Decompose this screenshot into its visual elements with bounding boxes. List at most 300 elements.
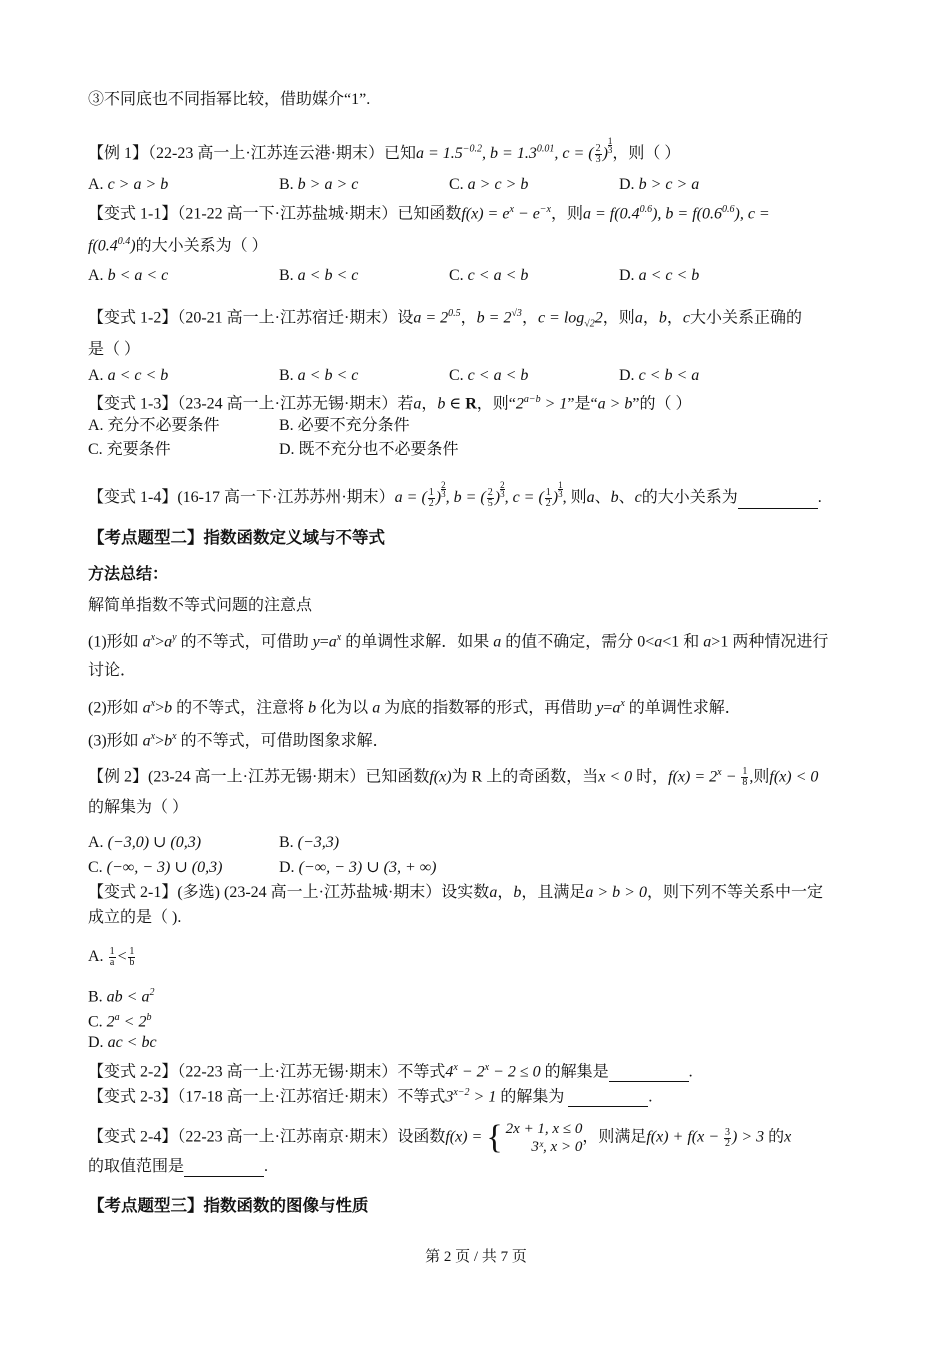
numerator: 2	[500, 480, 505, 490]
text: B. 必要不充分条件	[279, 417, 410, 434]
text: 【变式 1-3】（23-24 高一上·江苏无锡·期末）若	[88, 395, 414, 413]
text-line	[88, 90, 370, 110]
fraction	[741, 767, 748, 788]
text: ，则（ ）	[612, 145, 681, 162]
math-text: (−3,0) ∪ (0,3)	[107, 834, 202, 851]
math-text: 2	[594, 309, 603, 327]
math-text: a	[142, 732, 151, 750]
superscript: 2	[149, 987, 155, 998]
text: ”的（ ）	[632, 395, 692, 413]
answer-option	[88, 858, 222, 878]
page-footer	[0, 1247, 952, 1267]
text: 【考点题型三】指数函数的图像与性质	[88, 1197, 369, 1215]
superscript: √3	[511, 308, 522, 319]
math-text: (−3,3)	[297, 834, 340, 851]
math-text: a > c > b	[467, 176, 529, 193]
text: 的不等式，可借助图象求解．	[176, 732, 389, 750]
math-text: b	[610, 489, 619, 506]
math-text: c = log	[537, 309, 585, 327]
answer-option	[88, 266, 168, 286]
answer-blank	[568, 1090, 648, 1107]
numerator: 1	[129, 946, 135, 957]
text: (1)形如	[88, 633, 143, 651]
math-text: a	[654, 633, 663, 651]
math-text: f(0.4	[88, 237, 118, 255]
math-text: − e	[513, 205, 540, 223]
numerator: 2	[487, 486, 493, 498]
text: 【例 2】(23-24 高一上·江苏无锡·期末）已知函数	[88, 768, 430, 786]
math-text: )	[130, 237, 136, 255]
text: 【变式 1-2】（20-21 高一上·江苏宿迁·期末）设	[88, 309, 414, 327]
text: >1 两种情况进行	[711, 633, 829, 651]
text: =	[603, 699, 613, 717]
text: 的单调性求解．	[624, 699, 741, 717]
denominator: a	[109, 957, 115, 968]
text: ，则“	[476, 395, 516, 413]
text: <1 和	[662, 633, 704, 651]
math-text: (−∞, − 3) ∪ (0,3)	[106, 859, 223, 876]
text: 方法总结：	[88, 566, 169, 583]
math-text: a < c < b	[638, 267, 700, 284]
text: 为 R 上的奇函数，当	[451, 768, 599, 786]
math-text: y	[312, 633, 320, 651]
superscript: −0.2	[462, 143, 483, 155]
math-text: f(x) =	[445, 1128, 487, 1146]
denominator: 2	[545, 497, 551, 509]
text: C.	[449, 267, 468, 284]
text: .	[688, 1063, 693, 1081]
math-text: x	[784, 1128, 792, 1146]
text: 是（ ）	[88, 341, 141, 358]
text: B.	[279, 367, 298, 384]
answer-option	[619, 175, 699, 195]
text: 、	[618, 489, 635, 506]
math-text: f(x) = e	[461, 205, 510, 223]
text: ，则下列不等关系中一定	[646, 884, 823, 901]
superscript: x	[150, 731, 156, 742]
text: 的单调性求解．如果	[341, 633, 494, 651]
math-text: b > c > a	[638, 176, 700, 193]
math-text: a	[489, 884, 498, 901]
math-text: , b = 1.3	[482, 145, 537, 162]
denominator: 2	[428, 497, 434, 509]
text: ”是“	[567, 395, 598, 413]
text: B.	[88, 988, 107, 1006]
math-text: )	[602, 145, 608, 162]
text-line	[88, 883, 823, 903]
options-row	[88, 175, 888, 195]
text: 的解集是	[540, 1063, 609, 1081]
text: B.	[279, 176, 298, 193]
options-row	[88, 416, 888, 436]
superscript: 0.01	[536, 143, 555, 155]
text: .	[817, 489, 822, 506]
text: ，	[460, 309, 477, 327]
text-line	[88, 908, 181, 928]
text: C.	[449, 176, 468, 193]
options-row	[88, 858, 888, 878]
options-row	[88, 833, 888, 853]
math-text: −	[721, 768, 741, 786]
fraction	[109, 947, 116, 968]
math-text: b	[164, 732, 173, 750]
text: 的值不确定，需分 0<	[501, 633, 655, 651]
math-text: b ∈	[437, 395, 466, 413]
math-text: c < a < b	[467, 367, 529, 384]
math-text: c < a < b	[467, 267, 529, 284]
text-line	[88, 481, 822, 509]
math-text: c	[634, 489, 642, 506]
text-line	[88, 200, 770, 224]
text: D.	[88, 1034, 108, 1051]
superscript: x	[484, 1062, 490, 1073]
text-line	[88, 1033, 157, 1053]
answer-option	[449, 366, 528, 386]
math-text: , b = (	[445, 489, 486, 506]
answer-option	[279, 858, 436, 878]
section-heading	[88, 528, 385, 548]
denominator: 8	[742, 777, 748, 789]
superscript: x	[453, 1062, 458, 1073]
fraction	[487, 488, 494, 509]
text: D.	[619, 176, 639, 193]
superscript: 0.5	[448, 308, 461, 319]
superscript: 0.4	[117, 236, 131, 247]
math-text: ), c =	[734, 205, 770, 223]
text: 成立的是（ ).	[88, 909, 182, 926]
math-text: a = f(0.4	[583, 205, 640, 223]
text: 的解集为	[496, 1088, 569, 1106]
text: C.	[449, 367, 468, 384]
math-text: a < b < c	[297, 367, 359, 384]
math-text: b	[164, 699, 173, 717]
math-text: a	[142, 633, 151, 651]
text: 【变式 2-4】（22-23 高一上·江苏南京·期末）设函数	[88, 1128, 446, 1146]
text: ，	[421, 395, 438, 413]
text: A.	[88, 267, 108, 284]
math-text: b	[308, 699, 317, 717]
text-line	[88, 1058, 693, 1082]
text-line	[88, 137, 680, 165]
numerator: 2	[441, 480, 446, 490]
answer-option	[88, 366, 168, 386]
text-line	[88, 763, 818, 788]
text-line	[88, 565, 168, 585]
math-text: b = 2	[476, 309, 512, 327]
math-text: a	[372, 699, 381, 717]
math-text: < 2	[119, 1013, 147, 1031]
denominator: 3	[607, 145, 613, 155]
math-text: c < b < a	[638, 367, 700, 384]
math-text: <	[116, 948, 128, 966]
text: 时，	[632, 768, 669, 786]
answer-option	[88, 175, 168, 195]
answer-option	[279, 416, 410, 436]
math-text: 4	[445, 1063, 454, 1081]
text: ,则	[749, 768, 770, 786]
superscript: y	[172, 632, 177, 643]
fraction	[545, 488, 552, 509]
numerator: 1	[607, 136, 613, 146]
text: 大小关系正确的	[689, 309, 802, 327]
denominator: 3	[595, 153, 601, 165]
math-text: a	[586, 489, 595, 506]
text: 解简单指数不等式问题的注意点	[88, 597, 313, 614]
text: B.	[279, 834, 298, 851]
bold-symbol: R	[465, 395, 477, 413]
fraction	[128, 947, 135, 968]
math-text: f(x)	[429, 768, 452, 786]
piecewise-cases	[486, 1120, 582, 1156]
text: A.	[88, 367, 108, 384]
text: D. 既不充分也不必要条件	[279, 441, 459, 458]
text: C.	[88, 1013, 107, 1031]
superscript: x−2	[453, 1087, 470, 1098]
text: D.	[619, 267, 639, 284]
math-text: b > a > c	[297, 176, 359, 193]
text: (2)形如	[88, 699, 143, 717]
math-text: b < a < c	[107, 267, 169, 284]
options-row	[88, 440, 888, 460]
math-text: a	[703, 633, 712, 651]
text: D.	[619, 367, 639, 384]
answer-blank	[738, 492, 818, 509]
text-line	[88, 1008, 151, 1032]
text-line	[88, 390, 692, 414]
superscript: x	[336, 632, 342, 643]
text: 【变式 1-1】（21-22 高一下·江苏盐城·期末）已知函数	[88, 205, 462, 223]
fraction	[428, 488, 435, 509]
math-text: c	[682, 309, 690, 327]
fraction	[595, 144, 602, 165]
text: ，则满足	[582, 1128, 647, 1146]
answer-option	[449, 175, 528, 195]
superscript: a−b	[523, 394, 541, 405]
superscript: a	[114, 1012, 120, 1023]
case-row: 2x + 1, x ≤ 0	[505, 1121, 583, 1137]
text: A.	[88, 176, 108, 193]
text: ，且满足	[521, 884, 586, 901]
text-line	[88, 1157, 268, 1177]
math-text: f(x) < 0	[769, 768, 819, 786]
text-line	[88, 232, 268, 256]
text: 的大小关系为（ ）	[135, 237, 268, 255]
text: .	[264, 1158, 269, 1175]
superscript: b	[146, 1012, 152, 1023]
text: 的大小关系为	[641, 489, 738, 506]
answer-option	[619, 366, 699, 386]
text: D.	[279, 859, 299, 876]
text: 化为以	[316, 699, 373, 717]
numerator: 1	[558, 480, 563, 490]
answer-option	[279, 440, 459, 460]
math-text: a	[493, 633, 502, 651]
math-text: c > a > b	[107, 176, 169, 193]
math-text: a	[164, 633, 173, 651]
answer-blank	[184, 1160, 264, 1177]
text: 的	[764, 1128, 785, 1146]
math-text: ab < a	[106, 988, 150, 1006]
text: >	[155, 699, 165, 717]
math-text: f(x) + f(x −	[646, 1128, 724, 1146]
superscript: x	[172, 731, 177, 742]
answer-option	[279, 266, 358, 286]
math-text: ) > 3	[732, 1128, 765, 1146]
superscript: x	[509, 204, 514, 215]
math-text: a	[413, 395, 422, 413]
superscript: x	[150, 632, 156, 643]
text: A.	[88, 948, 108, 966]
denominator: 5	[487, 497, 493, 509]
text-line	[88, 596, 312, 616]
math-text: ac < bc	[107, 1034, 157, 1051]
denominator: b	[129, 957, 135, 968]
answer-option	[88, 833, 201, 853]
text: .	[648, 1088, 653, 1106]
text-line	[88, 1083, 652, 1107]
text: (3)形如	[88, 732, 143, 750]
numerator: 1	[109, 946, 115, 957]
text: ，则	[602, 309, 635, 327]
text: ③不同底也不同指幂比较，借助媒介“1”.	[88, 91, 371, 108]
text-line	[88, 661, 136, 681]
answer-option	[279, 366, 358, 386]
text-line	[88, 628, 828, 652]
text-line	[88, 947, 136, 968]
numerator: 1	[742, 766, 748, 778]
text: ，	[497, 884, 514, 901]
math-text: a < b < c	[297, 267, 359, 284]
math-text: , c = (	[554, 145, 594, 162]
math-text: x < 0	[598, 768, 633, 786]
text: 、	[594, 489, 611, 506]
answer-option	[619, 266, 699, 286]
text: 第 2 页 / 共 7 页	[425, 1249, 527, 1265]
text: 讨论．	[88, 662, 137, 679]
text: ，	[642, 309, 659, 327]
text: , 则	[562, 489, 587, 506]
math-text: a = 1.5	[416, 145, 463, 162]
text: A. 充分不必要条件	[88, 417, 220, 434]
denominator: 3	[441, 489, 446, 499]
text-line	[88, 1120, 791, 1156]
superscript: −x	[539, 204, 551, 215]
superscript: 0.6	[639, 204, 653, 215]
text-line	[88, 798, 188, 818]
text: 【变式 1-4】(16-17 高一下·江苏苏州·期末）	[88, 489, 395, 506]
math-text: 2	[106, 1013, 115, 1031]
numerator: 2	[595, 142, 601, 154]
superscript: 0.6	[721, 204, 735, 215]
case-rows	[506, 1120, 583, 1156]
text: 【例 1】（22-23 高一上·江苏连云港·期末）已知	[88, 145, 416, 162]
text-line	[88, 340, 140, 360]
brace: {	[486, 1119, 503, 1156]
text-line	[88, 304, 802, 335]
math-text: > 1	[540, 395, 568, 413]
denominator: 3	[558, 489, 563, 499]
text: 的取值范围是	[88, 1158, 185, 1175]
text: ，	[521, 309, 538, 327]
math-text: − 2	[457, 1063, 485, 1081]
math-text: b	[513, 884, 522, 901]
answer-option	[279, 175, 358, 195]
superscript: x	[150, 698, 156, 709]
math-text: y	[596, 699, 604, 717]
math-text: 2	[515, 395, 524, 413]
text: 【变式 2-3】（17-18 高一上·江苏宿迁·期末）不等式	[88, 1088, 446, 1106]
math-text: (−∞, − 3) ∪ (3, + ∞)	[298, 859, 437, 876]
text-line	[88, 694, 741, 718]
math-text: 3	[445, 1088, 454, 1106]
text: 的解集为（ ）	[88, 799, 189, 816]
text: ，	[666, 309, 683, 327]
options-row	[88, 366, 888, 386]
answer-option	[88, 440, 171, 460]
numerator: 3	[725, 1126, 731, 1138]
superscript: x	[620, 698, 625, 709]
answer-blank	[609, 1065, 689, 1082]
text: B.	[279, 267, 298, 284]
math-text: − 2 ≤ 0	[489, 1063, 541, 1081]
text: C.	[88, 859, 107, 876]
math-text: ), b = f(0.6	[652, 205, 722, 223]
math-text: a = 2	[413, 309, 449, 327]
denominator: 2	[725, 1137, 731, 1149]
text: 【变式 2-2】（22-23 高一上·江苏无锡·期末）不等式	[88, 1063, 446, 1081]
math-text: )	[435, 489, 442, 506]
math-text: a = (	[394, 489, 427, 506]
text: 为底的指数幂的形式，再借助	[380, 699, 597, 717]
numerator: 1	[428, 486, 434, 498]
math-text: a	[328, 633, 337, 651]
text: >	[155, 633, 165, 651]
answer-option	[88, 416, 220, 436]
math-text: a > b > 0	[585, 884, 647, 901]
text: A.	[88, 834, 108, 851]
math-text: )	[552, 489, 559, 506]
options-row	[88, 266, 888, 286]
text: >	[155, 732, 165, 750]
case-row: 3ˣ, x > 0	[531, 1139, 583, 1155]
numerator: 1	[545, 486, 551, 498]
denominator: 3	[500, 489, 505, 499]
text: 的不等式，注意将	[172, 699, 309, 717]
math-text: a	[142, 699, 151, 717]
math-text: a	[634, 309, 643, 327]
math-text: a > b	[597, 395, 633, 413]
text: 的不等式，可借助	[176, 633, 313, 651]
subscript: √2	[584, 318, 595, 330]
math-text: )	[494, 489, 501, 506]
math-text: > 1	[469, 1088, 497, 1106]
text: ，则	[550, 205, 583, 223]
answer-option	[449, 266, 528, 286]
fraction	[724, 1128, 731, 1149]
text: =	[319, 633, 329, 651]
text: 【考点题型二】指数函数定义域与不等式	[88, 529, 385, 547]
superscript: x	[717, 767, 722, 778]
text-line	[88, 983, 154, 1007]
section-heading	[88, 1196, 369, 1216]
math-text: f(x) = 2	[668, 768, 718, 786]
answer-option	[279, 833, 339, 853]
math-text: a < c < b	[107, 367, 169, 384]
math-text: b	[658, 309, 667, 327]
math-text: , c = (	[504, 489, 544, 506]
math-text: a	[612, 699, 621, 717]
text-line	[88, 727, 389, 751]
